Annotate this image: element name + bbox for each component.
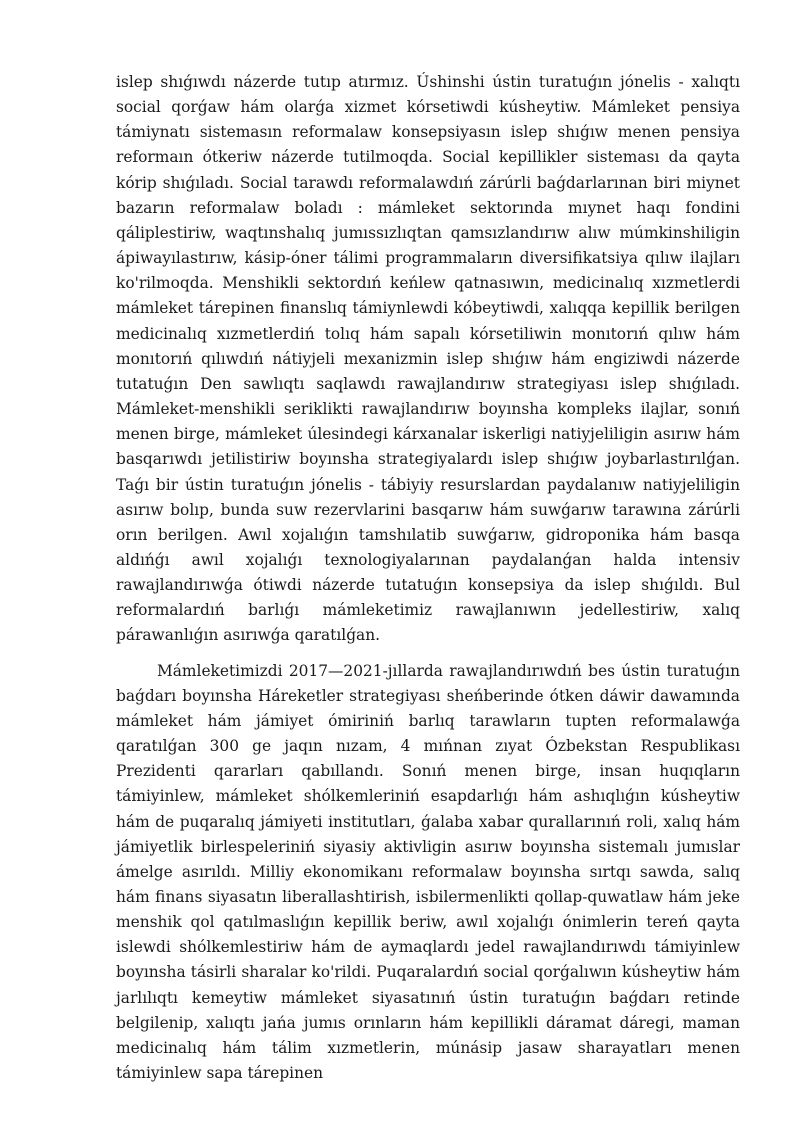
document-page [116, 70, 740, 1086]
paragraph-1: islep shıǵıwdı názerde tutıp atırmız. Úshinshi ústin turatuǵın jónelis - xalıqtı social qorǵaw hám olarǵa xizmet kórsetiwdi kúsheytiw. Mámleket pensiya támiynatı sistemasın reformalaw konsepsiyasın islep shıǵıw menen pensiya reformaın ótkeriw názerde tutilmoqda. Social kepillikler sisteması da qayta kórip shıǵıladı. Social tarawdı reformalawdıń zárúrli baǵdarlarınan biri miynet bazarın reformalaw boladı : mámleket sektorında mıynet haqı fondini qáliplestiriw, waqtınshalıq jumıssızlıqtan qamsızlandırıw alıw múmkinshiligin ápiwayılastırıw, kásip-óner tálimi programmaların diversifikatsiya qılıw ilajları ko'rilmoqda. Menshikli sektordıń keńlew qatnasıwın, medicinalıq xızmetlerdi mámleket tárepinen finanslıq támiynlewdi kóbeytiwdi, xalıqqa kepillik berilgen medicinalıq xızmetlerdiń tolıq hám sapalı kórsetiliwin monıtorıń qılıw hám monıtorıń qılıwdıń nátiyjeli mexanizmin islep shıǵıw hám engiziwdi názerde tutatuǵın Den sawlıqtı saqlawdı rawajlandırıw strategiyası islep shıǵıladı. Mámleket-menshikli seriklikti rawajlandırıw boyınsha kompleks ilajlar, sonıń menen birge, mámleket úlesindegi kárxanalar iskerligi natiyjeliligin asırıw hám basqarıwdı jetilistiriw boyınsha strategiyalardı islep shıǵıw joybarlastırılǵan. Taǵı bir ústin turatuǵın jónelis - tábiyiy resurslardan paydalanıw natiyjeliligin asırıw bolıp, bunda suw rezervlarini basqarıw hám suwǵarıw tarawına zárúrli orın berilgen. Awıl xojalıǵın tamshılatib suwǵarıw, gidroponika hám basqa aldıńǵı awıl xojalıǵı texnologiyalarınan paydalanǵan halda intensiv rawajlandırıwǵa ótiwdi názerde tutatuǵın konsepsiya da islep shıǵıldı. Bul reformalardıń barlıǵı mámleketimiz rawajlanıwın jedellestiriw, xalıq párawanlıǵın asırıwǵa qaratılǵan. [116, 73, 740, 645]
paragraph-gap [116, 649, 740, 659]
paragraph-2: Mámleketimizdi 2017—2021-jıllarda rawajlandırıwdıń bes ústin turatuǵın baǵdarı boyınsha Háreketler strategiyası sheńberinde ótken dáwir dawamında mámleket hám jámiyet ómiriniń barlıq tarawların tupten reformalawǵa qaratılǵan 300 ge jaqın nızam, 4 mıńnan zıyat Ózbekstan Respublikası Prezidenti qararları qabıllandı. Sonıń menen birge, insan huqıqların támiyinlew, mámleket shólkemleriniń esapdarlıǵı hám ashıqlıǵın kúsheytiw hám de puqaralıq jámiyeti institutları, ǵalaba xabar qurallarınıń roli, xalıq hám jámiyetlik birlespeleriniń siyasiy aktivligin asırıw boyınsha sistemalı jumıslar ámelge asırıldı. Milliy ekonomikanı reformalaw boyınsha sırtqı sawda, salıq hám finans siyasatın liberallashtirish, isbilermenlikti qollap-quwatlaw hám jeke menshik qol qatılmaslıǵın kepillik beriw, awıl xojalıǵı ónimlerin tereń qayta islewdi shólkemlestiriw hám de aymaqlardı jedel rawajlandırıwdı támiyinlew boyınsha tásirli sharalar ko'rildi. Puqaralardıń social qorǵalıwın kúsheytiw hám jarlılıqtı kemeytiw mámleket siyasatınıń ústin turatuǵın baǵdarı retinde belgilenip, xalıqtı jańa jumıs orınların hám kepillikli dáramat dáregi, maman medicinalıq hám tálim xızmetlerin, múnásip jasaw sharayatları menen támiyinlew sapa tárepinen [116, 661, 740, 1083]
